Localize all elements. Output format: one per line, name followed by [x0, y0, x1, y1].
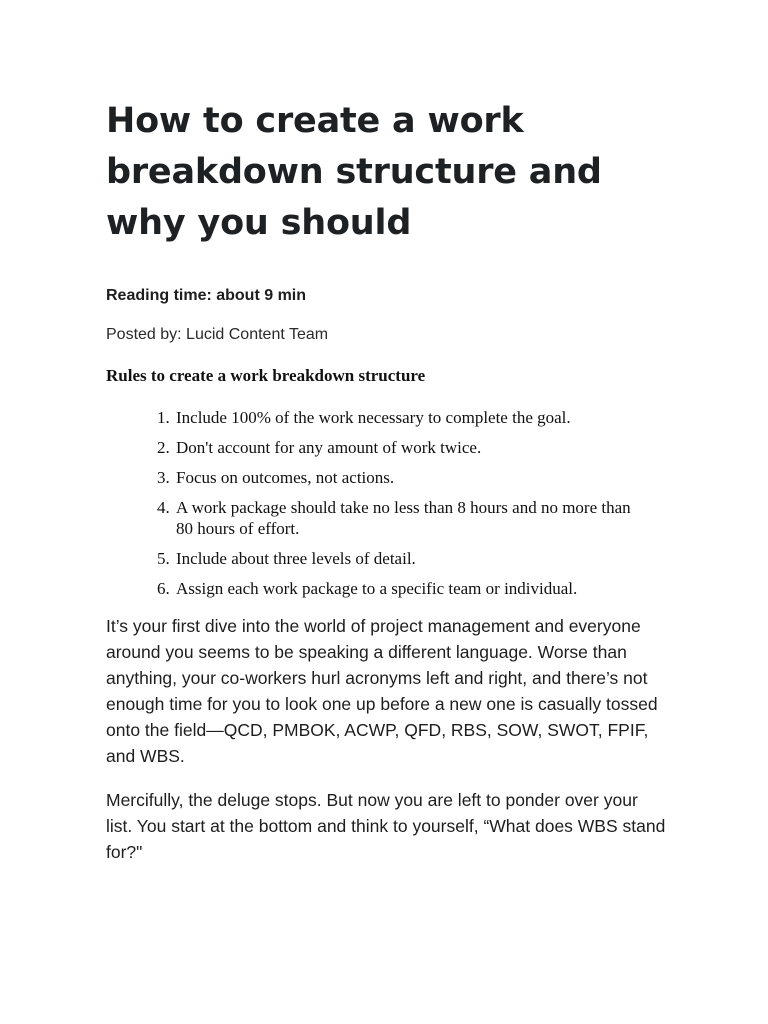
list-item: 3. Focus on outcomes, not actions.	[174, 467, 644, 488]
list-item: 2. Don't account for any amount of work twice.	[174, 437, 644, 458]
posted-by: Posted by: Lucid Content Team	[106, 326, 329, 343]
article-title: How to create a work breakdown structure and why you should	[106, 101, 602, 243]
list-item: 6. Assign each work package to a specific team or individual.	[174, 578, 644, 599]
body-paragraph-wbs-question: Mercifully, the deluge stops. But now you are left to ponder over your list. You start at the bottom and think to yourself, “What does WBS stand for?"	[106, 790, 666, 862]
body-paragraph-intro: It’s your first dive into the world of project management and everyone around you seems to be speaking a different language. Worse than anything, your co-workers hurl acronyms left and right, and there’s not enough time for you to look one up before a new one is casually tossed onto the field—QCD, PMBOK, ACWP, QFD, RBS, SOW, SWOT, FPIF, and WBS.	[106, 616, 658, 766]
list-item: 1. Include 100% of the work necessary to complete the goal.	[174, 407, 644, 428]
list-item: 5. Include about three levels of detail.	[174, 548, 644, 569]
rules-list	[106, 407, 644, 599]
list-item: 4. A work package should take no less than 8 hours and no more than 80 hours of effort.	[174, 497, 644, 539]
rules-heading: Rules to create a work breakdown structure	[106, 366, 426, 385]
article	[106, 96, 676, 865]
reading-time: Reading time: about 9 min	[106, 287, 307, 304]
